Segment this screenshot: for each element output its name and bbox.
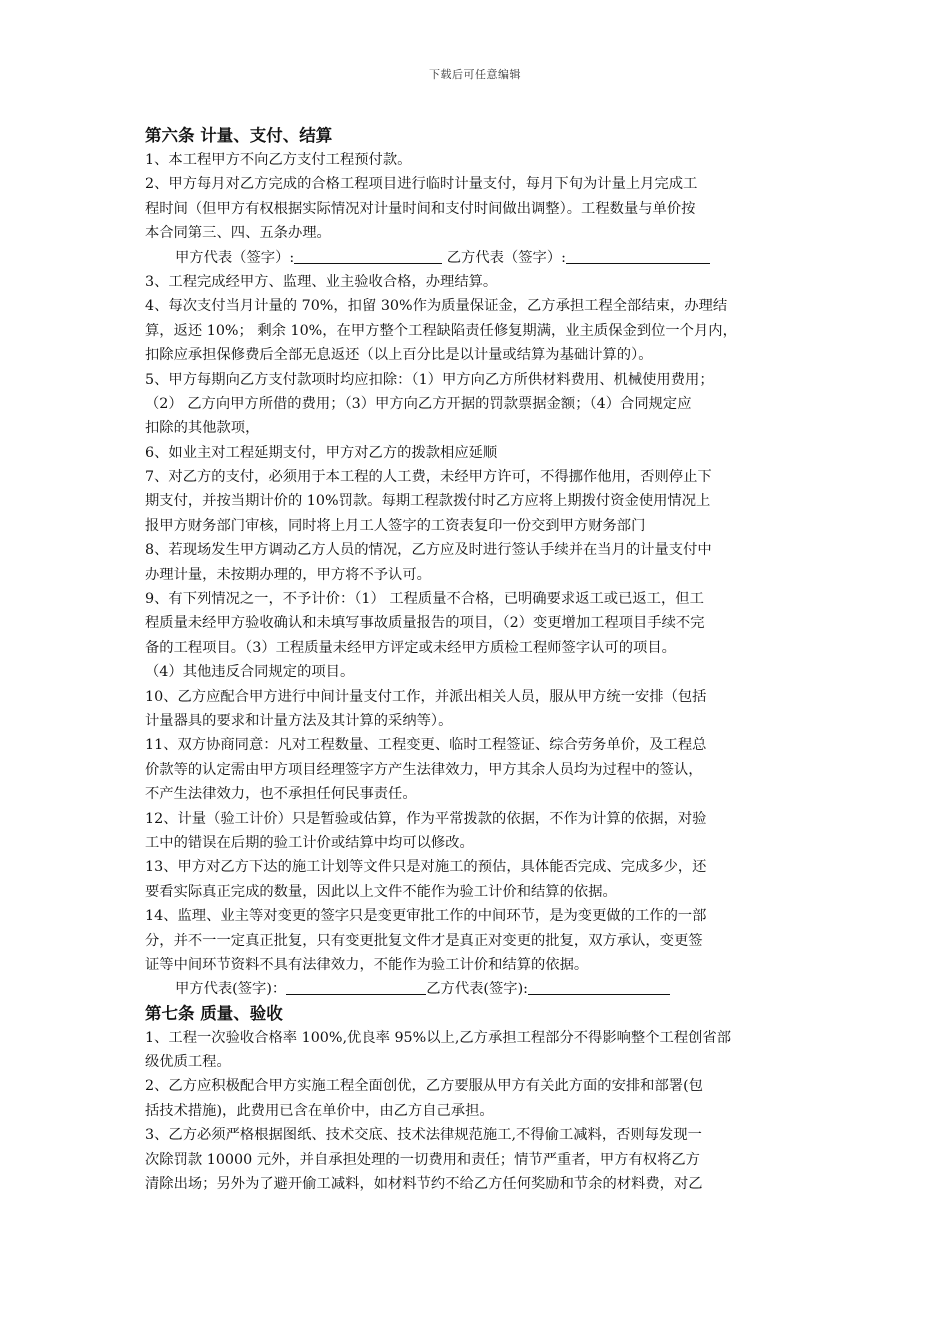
- clause-6-12: [145, 807, 810, 856]
- clause-6-5: [145, 368, 810, 441]
- party-b-signature-label-2: 乙方代表(签字):: [426, 981, 528, 998]
- clause-6-6: [145, 441, 810, 465]
- text-line: （2） 乙方向甲方所借的费用；（3）甲方向乙方开据的罚款票据金额；（4）合同规定应: [145, 395, 692, 412]
- text-line: 工中的错误在后期的验工计价或结算中均可以修改。: [145, 834, 474, 851]
- clause-6-10: [145, 685, 810, 734]
- text-line: 报甲方财务部门审核，同时将上月工人签字的工资表复印一份交到甲方财务部门: [145, 517, 646, 534]
- section-6-heading: 第六条 计量、支付、结算: [145, 126, 333, 145]
- clause-6-7: [145, 465, 810, 538]
- text-line: 9、有下列情况之一，不予计价：（1） 工程质量不合格，已明确要求返工或已返工，但工: [145, 591, 704, 608]
- party-a-signature-blank[interactable]: [294, 248, 442, 264]
- text-line: 价款等的认定需由甲方项目经理签字方产生法律效力，甲方其余人员均为过程中的签认，: [145, 761, 703, 778]
- clause-6-11: [145, 733, 810, 806]
- text-line: 2、甲方每月对乙方完成的合格工程项目进行临时计量支付，每月下旬为计量上月完成工: [145, 176, 698, 193]
- text-line: 期支付，并按当期计价的 10%罚款。每期工程款拨付时乙方应将上期拨付资金使用情况上: [145, 493, 711, 510]
- clause-6-9: [145, 587, 810, 685]
- text-line: 扣除的其他款项，: [145, 420, 260, 437]
- clause-6-8: [145, 538, 810, 587]
- clause-7-1: [145, 1026, 810, 1075]
- text-line: 算，返还 10%； 剩余 10%，在甲方整个工程缺陷责任修复期满，业主质保金到位一个月内，: [145, 322, 737, 339]
- clause-6-3: [145, 270, 810, 294]
- clause-6-14: [145, 904, 810, 977]
- text-line: 8、若现场发生甲方调动乙方人员的情况，乙方应及时进行签认手续并在当月的计量支付中: [145, 542, 712, 559]
- page-header: 下载后可任意编辑: [429, 68, 521, 81]
- text-line: 4、每次支付当月计量的 70%，扣留 30%作为质量保证金，乙方承担工程全部结束，办理结: [145, 298, 728, 315]
- text-line: 14、监理、业主等对变更的签字只是变更审批工作的中间环节，是为变更做的工作的一部: [145, 908, 707, 925]
- clause-6-13: [145, 855, 810, 904]
- party-a-signature-label-2: 甲方代表(签字)：: [175, 981, 287, 998]
- party-a-signature-label: 甲方代表（签字）:: [175, 249, 295, 266]
- text-line: 11、双方协商同意：凡对工程数量、工程变更、临时工程签证、综合劳务单价，及工程总: [145, 737, 707, 754]
- party-b-signature-label: 乙方代表（签字）:: [446, 249, 566, 266]
- section-7-heading: 第七条 质量、验收: [145, 1003, 283, 1023]
- clause-6-2: [145, 172, 810, 245]
- party-b-signature-blank[interactable]: [566, 248, 710, 264]
- text-line: 6、如业主对工程延期支付，甲方对乙方的拨款相应延顺: [145, 444, 498, 461]
- text-line: 5、甲方每期向乙方支付款项时均应扣除：（1）甲方向乙方所供材料费用、机械使用费用；: [145, 371, 714, 388]
- signature-line-2: [145, 977, 810, 1001]
- text-line: 备的工程项目。（3）工程质量未经甲方评定或未经甲方质检工程师签字认可的项目。: [145, 639, 676, 656]
- clause-6-4: [145, 294, 810, 367]
- text-line: 13、甲方对乙方下达的施工计划等文件只是对施工的预估，具体能否完成、完成多少，还: [145, 859, 707, 876]
- party-b-signature-blank-2[interactable]: [528, 979, 670, 995]
- clause-6-1: [145, 148, 810, 172]
- text-line: 括技术措施)，此费用已含在单价中，由乙方自己承担。: [145, 1102, 494, 1119]
- text-line: 本合同第三、四、五条办理。: [145, 225, 331, 242]
- text-line: 10、乙方应配合甲方进行中间计量支付工作，并派出相关人员，服从甲方统一安排（包括: [145, 688, 707, 705]
- text-line: 不产生法律效力，也不承担任何民事责任。: [145, 786, 417, 803]
- text-line: 扣除应承担保修费后全部无息返还（以上百分比是以计量或结算为基础计算的）。: [145, 347, 653, 364]
- text-line: 程质量未经甲方验收确认和未填写事故质量报告的项目，（2）变更增加工程项目手续不完: [145, 615, 705, 632]
- text-line: 程时间（但甲方有权根据实际情况对计量时间和支付时间做出调整）。工程数量与单价按: [145, 200, 696, 217]
- text-line: 办理计量，未按期办理的，甲方将不予认可。: [145, 566, 431, 583]
- text-line: 1、工程一次验收合格率 100%,优良率 95%以上,乙方承担工程部分不得影响整个工程创省部: [145, 1029, 732, 1046]
- text-line: 2、乙方应积极配合甲方实施工程全面创优，乙方要服从甲方有关此方面的安排和部署(包: [145, 1078, 703, 1095]
- party-a-signature-blank-2[interactable]: [286, 979, 426, 995]
- text-line: 清除出场；另外为了避开偷工减料，如材料节约不给乙方任何奖励和节余的材料费，对乙: [145, 1176, 703, 1193]
- text-line: 级优质工程。: [145, 1054, 231, 1071]
- text-line: 分，并不一一定真正批复，只有变更批复文件才是真正对变更的批复，双方承认，变更签: [145, 932, 703, 949]
- text-line: 3、工程完成经甲方、监理、业主验收合格，办理结算。: [145, 273, 498, 290]
- clause-7-3: [145, 1123, 810, 1196]
- text-line: 7、对乙方的支付，必须用于本工程的人工费，未经甲方许可，不得挪作他用，否则停止下: [145, 469, 712, 486]
- text-line: （4）其他违反合同规定的项目。: [145, 664, 355, 681]
- text-line: 12、计量（验工计价）只是暂验或估算，作为平常拨款的依据，不作为计算的依据，对验: [145, 810, 707, 827]
- text-line: 3、乙方必须严格根据图纸、技术交底、技术法律规范施工,不得偷工减料，否则每发现一: [145, 1127, 702, 1144]
- text-line: 证等中间环节资料不具有法律效力，不能作为验工计价和结算的依据。: [145, 956, 589, 973]
- text-line: 计量器具的要求和计量方法及其计算的采纳等）。: [145, 712, 453, 729]
- text-line: 1、本工程甲方不向乙方支付工程预付款。: [145, 152, 412, 168]
- document-body: [145, 124, 810, 1196]
- signature-line-1: [145, 246, 810, 270]
- text-line: 要看实际真正完成的数量，因此以上文件不能作为验工计价和结算的依据。: [145, 883, 617, 900]
- text-line: 次除罚款 10000 元外，并自承担处理的一切费用和责任；情节严重者，甲方有权将乙方: [145, 1151, 700, 1168]
- clause-7-2: [145, 1074, 810, 1123]
